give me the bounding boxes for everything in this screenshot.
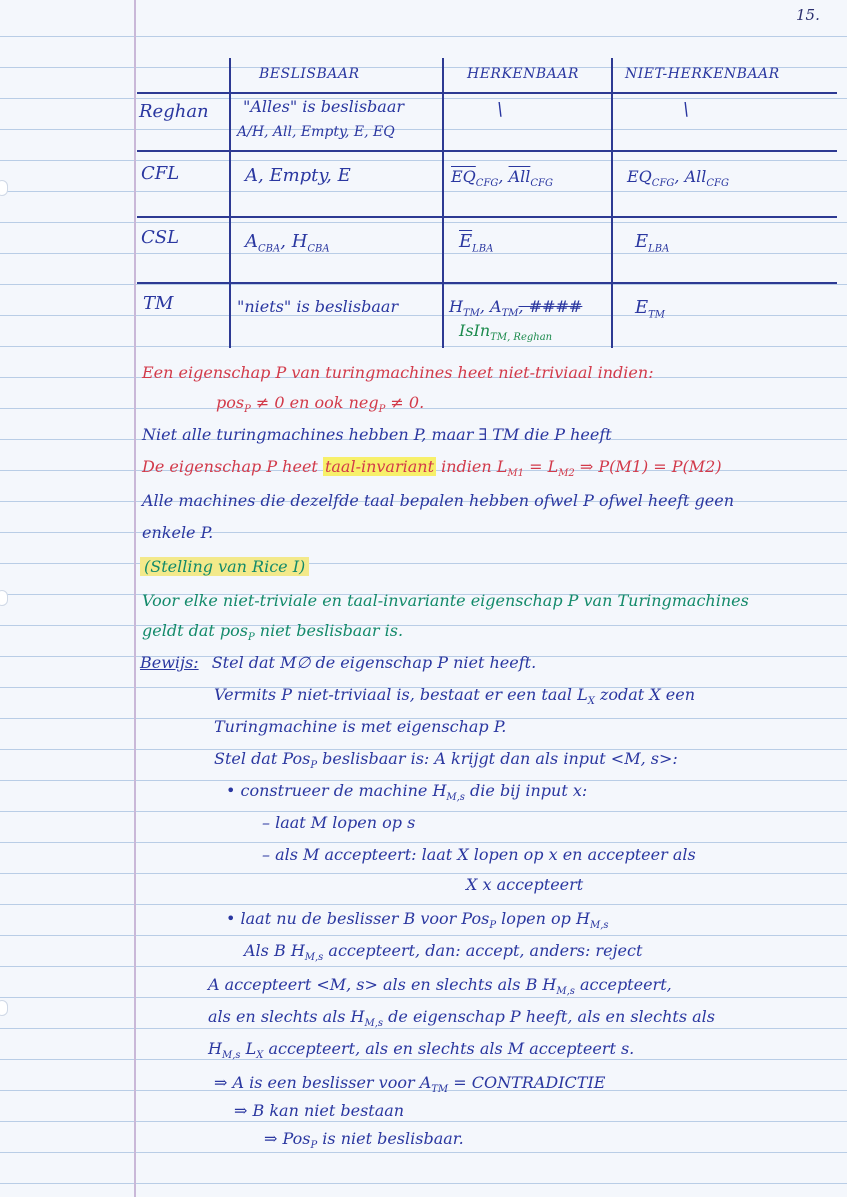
note-line: enkele P. bbox=[142, 523, 214, 542]
note-line: De eigenschap P heet taal-invariant indien $L_{M1} = L_{M2}$ ⇒ P(M1) = P(M2) bbox=[142, 457, 722, 480]
cell-csl-niet-herkenbaar: $E_{LBA}$ bbox=[635, 231, 670, 255]
cell-tm-niet-herkenbaar: $E_{TM}$ bbox=[635, 297, 666, 321]
cell-reghan-beslisbaar-2: A/H, All, Empty, E, EQ bbox=[237, 124, 395, 140]
cell-tm-beslisbaar: "niets" is beslisbaar bbox=[237, 297, 399, 316]
note-line: Alle machines die dezelfde taal bepalen hebben ofwel P ofwel heeft geen bbox=[142, 491, 735, 510]
cell-csl-herkenbaar: $\overline{E}_{LBA}$ bbox=[459, 231, 494, 255]
header-herkenbaar: HERKENBAAR bbox=[467, 66, 579, 82]
note-line: ⇒ B kan niet bestaan bbox=[234, 1101, 405, 1120]
cell-tm-herkenbaar: $H_{TM}$, $A_{TM}$, #### bbox=[449, 297, 583, 320]
cell-cfl-niet-herkenbaar: $EQ_{CFG}$, All$_{CFG}$ bbox=[627, 167, 729, 190]
theorem-title: (Stelling van Rice I) bbox=[140, 558, 309, 576]
note-line: • construeer de machine $H_{M,s}$ die bij input x: bbox=[226, 781, 588, 804]
note-line: pos$_P$ ≠ 0 en ook neg$_P$ ≠ 0. bbox=[216, 393, 425, 416]
note-line: – laat M lopen op s bbox=[262, 813, 416, 832]
page-number: 15. bbox=[796, 6, 820, 24]
note-line: Turingmachine is met eigenschap P. bbox=[214, 717, 507, 736]
note-line: – als M accepteert: laat X lopen op x en accepteer als bbox=[262, 845, 696, 864]
note-line: Stel dat Pos$_P$ beslisbaar is: A krijgt dan als input <M, s>: bbox=[214, 749, 678, 772]
cell-reghan-niet-herkenbaar: \ bbox=[683, 99, 690, 120]
note-line: geldt dat pos$_P$ niet beslisbaar is. bbox=[142, 621, 404, 644]
note-line: Bewijs: Stel dat M∅ de eigenschap P niet heeft. bbox=[140, 653, 537, 672]
note-line: als en slechts als $H_{M,s}$ de eigenschap P heeft, als en slechts als bbox=[208, 1007, 715, 1030]
note-line: $H_{M,s}$ $L_X$ accepteert, als en slechts als M accepteert s. bbox=[208, 1039, 635, 1062]
header-beslisbaar: BESLISBAAR bbox=[259, 66, 360, 82]
row-label-reghan: Reghan bbox=[139, 101, 209, 122]
note-line: Voor elke niet-triviale en taal-invariante eigenschap P van Turingmachines bbox=[142, 591, 749, 610]
cell-cfl-beslisbaar: A, Empty, E bbox=[245, 165, 351, 186]
header-niet-herkenbaar: NIET-HERKENBAAR bbox=[625, 66, 780, 82]
row-label-tm: TM bbox=[143, 293, 174, 314]
note-line: • laat nu de beslisser B voor Pos$_P$ lopen op $H_{M,s}$ bbox=[226, 909, 609, 932]
cell-reghan-beslisbaar-1: "Alles" is beslisbaar bbox=[243, 97, 405, 116]
note-line: ⇒ A is een beslisser voor $A_{TM}$ = CONTRADICTIE bbox=[214, 1073, 606, 1096]
note-line: A accepteert <M, s> als en slechts als B $H_{M,s}$ accepteert, bbox=[208, 975, 672, 998]
cell-cfl-herkenbaar: $\overline{EQ}_{CFG}$, $\overline{All}_{CFG}$ bbox=[451, 167, 553, 190]
note-line: Vermits P niet-triviaal is, bestaat er een taal $L_X$ zodat X een bbox=[214, 685, 696, 708]
note-line: ⇒ Pos$_P$ is niet beslisbaar. bbox=[264, 1129, 464, 1152]
row-label-csl: CSL bbox=[141, 227, 180, 248]
note-line: Als B $H_{M,s}$ accepteert, dan: accept, anders: reject bbox=[244, 941, 643, 964]
cell-tm-isin: IsIn$_{TM, Reghan}$ bbox=[459, 321, 553, 344]
row-label-cfl: CFL bbox=[141, 163, 180, 184]
cell-csl-beslisbaar: $A_{CBA}$, $H_{CBA}$ bbox=[245, 231, 330, 255]
note-line: Niet alle turingmachines hebben P, maar ∃ TM die P heeft bbox=[142, 425, 612, 444]
cell-reghan-herkenbaar: \ bbox=[497, 99, 504, 120]
note-line: X x accepteert bbox=[466, 875, 584, 894]
note-line: Een eigenschap P van turingmachines heet niet-triviaal indien: bbox=[142, 363, 654, 382]
